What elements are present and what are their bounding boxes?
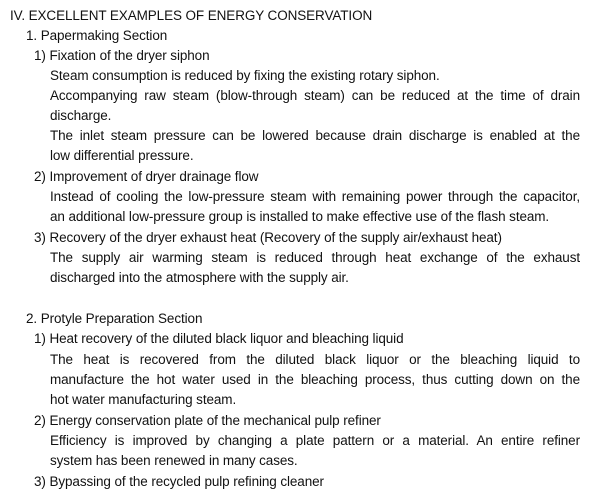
body-line: The supply air warming steam is reduced through heat exchange of the exhaust xyxy=(50,250,580,265)
section-title: 1. Papermaking Section xyxy=(26,28,168,43)
body-line: Instead of cooling the low-pressure steam with remaining power through the capacitor, xyxy=(50,189,580,204)
document-heading: IV. EXCELLENT EXAMPLES OF ENERGY CONSERVATION xyxy=(10,8,373,23)
section-title: 2. Protyle Preparation Section xyxy=(26,311,203,326)
body-line: Efficiency is improved by changing a plate pattern or a material. An entire refiner xyxy=(50,433,580,448)
body-line: system has been renewed in many cases. xyxy=(50,453,298,468)
body-line: manufacture the hot water used in the bleaching process, thus cutting down on the xyxy=(50,372,580,387)
body-line: Steam consumption is reduced by fixing the existing rotary siphon. xyxy=(50,68,440,83)
item-title: 3) Bypassing of the recycled pulp refining cleaner xyxy=(34,474,324,489)
body-line: The inlet steam pressure can be lowered because drain discharge is enabled at the xyxy=(50,128,580,143)
body-line: discharged into the atmosphere with the supply air. xyxy=(50,270,349,285)
item-title: 3) Recovery of the dryer exhaust heat (Recovery of the supply air/exhaust heat) xyxy=(34,230,502,245)
body-line: Accompanying raw steam (blow-through steam) can be reduced at the time of drain xyxy=(50,88,580,103)
item-title: 1) Fixation of the dryer siphon xyxy=(34,48,210,63)
item-title: 1) Heat recovery of the diluted black liquor and bleaching liquid xyxy=(34,331,404,346)
body-line: The heat is recovered from the diluted black liquor or the bleaching liquid to xyxy=(50,352,580,367)
item-title: 2) Improvement of dryer drainage flow xyxy=(34,169,259,184)
body-line: low differential pressure. xyxy=(50,148,194,163)
body-line: discharge. xyxy=(50,108,112,123)
item-title: 2) Energy conservation plate of the mechanical pulp refiner xyxy=(34,413,381,428)
body-line: hot water manufacturing steam. xyxy=(50,392,237,407)
body-line: an additional low-pressure group is installed to make effective use of the flash steam. xyxy=(50,209,550,224)
